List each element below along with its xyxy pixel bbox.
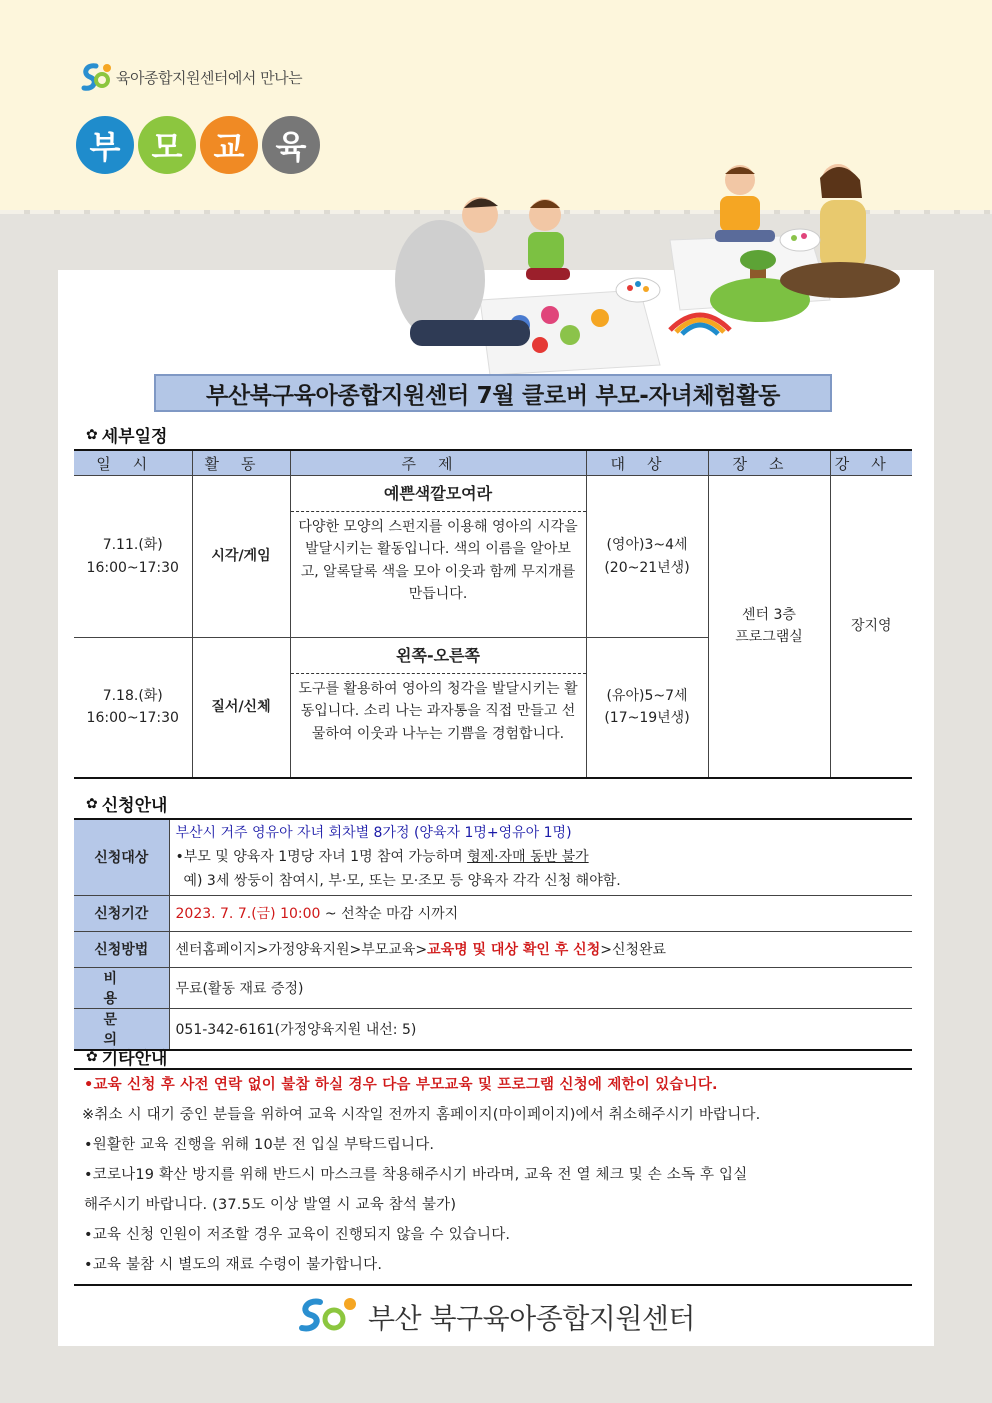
table-row (74, 1008, 912, 1050)
session-target (586, 476, 708, 638)
footer-center-name: 부산 북구육아종합지원센터 (368, 1302, 695, 1335)
flower-bullet-icon: ✿ (86, 795, 98, 812)
apply-heading-text: 신청안내 (101, 796, 168, 816)
header-tagline (78, 60, 302, 94)
session-time: 16:00~17:30 (86, 710, 179, 727)
notice-min-enrollment: •교육 신청 인원이 저조할 경우 교육이 진행되지 않을 수 있습니다. (84, 1227, 511, 1243)
session-topic (290, 476, 586, 638)
session-time: 16:00~17:30 (86, 559, 179, 576)
session-date: 7.18.(화) (102, 687, 163, 704)
col-header-place: 장소 (708, 450, 830, 476)
apply-target-example: 예) 3세 쌍둥이 참여시, 부·모, 또는 모·조모 등 양육자 각각 신청 해야함. (183, 873, 621, 890)
place-room: 프로그램실 (735, 629, 803, 646)
apply-target-note (176, 845, 907, 869)
session-instructor: 장지영 (830, 476, 912, 778)
title-circle-1: 부 (76, 116, 134, 174)
etc-notices (74, 1068, 912, 1286)
table-row (74, 931, 912, 967)
parent-education-title (76, 116, 320, 174)
apply-target-label: 신청대상 (74, 819, 169, 895)
apply-period-end: ~ 선착순 마감 시까지 (320, 906, 459, 922)
apply-method-cell (169, 931, 912, 967)
notice-covid-line1: •코로나19 확산 방지를 위해 반드시 마스크를 착용해주시기 바라며, 교육 전 열 체크 및 손 소독 후 입실 (84, 1167, 748, 1183)
col-header-datetime: 일시 (74, 450, 192, 476)
notice-no-show-warning: •교육 신청 후 사전 연락 없이 불참 하실 경우 다음 부모교육 및 프로그램 신청에 제한이 있습니다. (84, 1077, 718, 1093)
apply-target-cell (169, 819, 912, 895)
table-row (74, 967, 912, 1008)
apply-target-main: 부산시 거주 영유아 자녀 회차별 8가정 (양육자 1명+영유아 1명) (175, 825, 572, 842)
target-year: (20~21년생) (604, 559, 690, 576)
program-title: 부산북구육아종합지원센터 7월 클로버 부모-자녀체험활동 (154, 374, 832, 412)
topic-title: 왼쪽-오른쪽 (291, 638, 586, 674)
session-activity: 질서/신체 (192, 638, 290, 778)
flower-bullet-icon: ✿ (86, 426, 98, 443)
footer (296, 1294, 695, 1340)
session-date: 7.11.(화) (102, 537, 163, 554)
session-activity: 시각/게임 (192, 476, 290, 638)
center-logo-icon (296, 1294, 360, 1340)
table-row (74, 895, 912, 931)
apply-period-label: 신청기간 (74, 895, 169, 931)
apply-cost-label: 비 용 (74, 967, 169, 1008)
target-year: (17~19년생) (604, 710, 690, 727)
apply-contact-value: 051-342-6161(가정양육지원 내선: 5) (169, 1008, 912, 1050)
apply-method-complete: >신청완료 (600, 942, 667, 958)
session-target (586, 638, 708, 778)
notice-cancel: ※취소 시 대기 중인 분들을 위하여 교육 시작일 전까지 홈페이지(마이페이지)에서 취소해주시기 바랍니다. (82, 1107, 761, 1123)
apply-method-highlight: 교육명 및 대상 확인 후 신청 (427, 942, 601, 958)
flower-bullet-icon: ✿ (86, 1048, 98, 1065)
session-topic (290, 638, 586, 778)
title-circle-3: 교 (200, 116, 258, 174)
apply-contact-label: 문 의 (74, 1008, 169, 1050)
col-header-topic: 주제 (290, 450, 586, 476)
center-logo-icon (78, 60, 112, 94)
etc-heading (86, 1044, 167, 1069)
apply-heading (86, 791, 167, 816)
topic-description: 다양한 모양의 스펀지를 이용해 영아의 시각을 발달시키는 활동입니다. 색의 이름을 알아보고, 알록달록 색을 모아 이웃과 함께 무지개를 만듭니다. (298, 519, 578, 603)
notice-covid-line2: 해주시기 바랍니다. (37.5도 이상 발열 시 교육 참석 불가) (84, 1197, 457, 1213)
title-circle-2: 모 (138, 116, 196, 174)
target-age: (영아)3~4세 (606, 537, 688, 554)
place-floor: 센터 3층 (742, 606, 796, 623)
notice-materials: •교육 불참 시 별도의 재료 수령이 불가합니다. (84, 1257, 383, 1273)
session-datetime (74, 638, 192, 778)
apply-period-start: 2023. 7. 7.(금) 10:00 (175, 906, 321, 922)
schedule-table (74, 449, 912, 779)
apply-method-label: 신청방법 (74, 931, 169, 967)
apply-target-note-text: •부모 및 양육자 1명당 자녀 1명 참여 가능하며 (175, 849, 468, 866)
apply-sibling-restriction: 형제·자매 동반 불가 (467, 849, 589, 866)
topic-title: 예쁜색깔모여라 (291, 476, 586, 512)
title-circle-4: 육 (262, 116, 320, 174)
session-datetime (74, 476, 192, 638)
table-row (74, 476, 912, 638)
schedule-heading-text: 세부일정 (101, 427, 168, 447)
col-header-target: 대상 (586, 450, 708, 476)
schedule-heading (86, 422, 167, 447)
etc-heading-text: 기타안내 (101, 1049, 168, 1069)
session-place (708, 476, 830, 778)
apply-cost-value: 무료(활동 재료 증정) (169, 967, 912, 1008)
apply-method-path: 센터홈페이지>가정양육지원>부모교육> (175, 942, 428, 958)
topic-description: 도구를 활용하여 영아의 청각을 발달시키는 활동입니다. 소리 나는 과자통을 직접 만들고 선물하여 이웃과 나누는 기쁨을 경험합니다. (298, 681, 578, 742)
table-row (74, 819, 912, 895)
notice-arrival: •원활한 교육 진행을 위해 10분 전 입실 부탁드립니다. (84, 1137, 435, 1153)
col-header-activity: 활동 (192, 450, 290, 476)
schedule-header-row (74, 450, 912, 476)
col-header-instructor: 강사 (830, 450, 912, 476)
apply-table (74, 818, 912, 1051)
tagline-text: 육아종합지원센터에서 만나는 (116, 68, 303, 87)
apply-period-cell (169, 895, 912, 931)
target-age: (유아)5~7세 (606, 687, 688, 704)
family-painting-illustration (370, 150, 930, 380)
